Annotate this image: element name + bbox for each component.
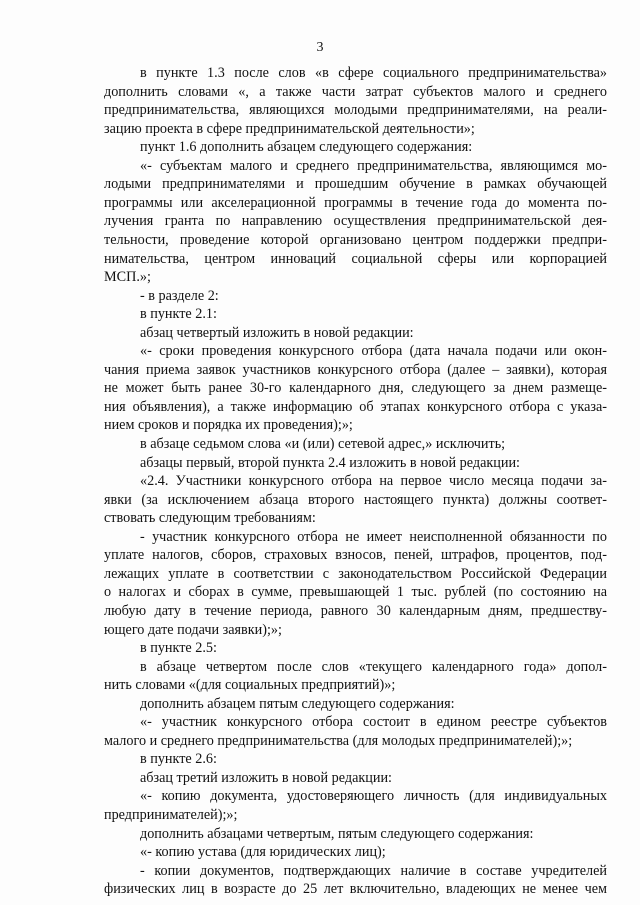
text-line: в пункте 2.1: <box>140 306 217 323</box>
text-line: в абзаце седьмом слова «и (или) сетевой адрес,» исключить; <box>140 436 506 452</box>
page-number: 3 <box>316 40 324 55</box>
text-line: «- копию устава (для юридических лиц); <box>140 844 386 861</box>
text-line: «2.4. Участники конкурсного отбора на первое число месяца подачи за- <box>140 473 607 490</box>
text-line: «- субъектам малого и среднего предпринимательства, являющимся мо- <box>140 157 607 174</box>
text-line: в пункте 2.6: <box>140 751 217 768</box>
text-line: лодыми предпринимателями и прошедшим обучение в рамках обучающей <box>104 176 607 193</box>
text-line: ющего дате подачи заявки);»; <box>104 621 282 638</box>
text-line: малого и среднего предпринимательства (для молодых предпринимателей);»; <box>104 732 573 749</box>
text-line: любую дату в течение периода, равного 30 календарным дням, предшеству- <box>104 602 607 619</box>
text-line: лучения гранта по направлению осуществления предпринимательской дея- <box>104 213 607 230</box>
text-line: - в разделе 2: <box>140 287 219 304</box>
text-line: «- сроки проведения конкурсного отбора (дата начала подачи или окон- <box>140 343 607 360</box>
text-line: в абзаце четвертом после слов «текущего календарного года» допол- <box>140 658 607 675</box>
text-line: нием сроков и порядка их проведения);»; <box>104 417 353 434</box>
text-line: предпринимателей);»; <box>104 807 238 823</box>
text-line: уплате налогов, сборов, страховых взносов, пеней, штрафов, процентов, под- <box>104 547 607 564</box>
text-line: в пункте 2.5: <box>140 640 217 657</box>
text-line: дополнить абзацем пятым следующего содержания: <box>140 695 455 712</box>
text-line: лежащих уплате в соответствии с законодательством Российской Федерации <box>104 565 607 582</box>
text-line: ствовать следующим требованиям: <box>104 510 316 527</box>
text-line: дополнить абзацами четвертым, пятым следующего содержания: <box>140 825 534 842</box>
text-line: МСП.»; <box>104 269 151 286</box>
text-line: дополнить словами «, а также части затрат субъектов малого и среднего <box>104 83 607 100</box>
text-line: явки (за исключением абзаца второго настоящего пункта) должны соответ- <box>104 491 607 508</box>
text-line: зацию проекта в сфере предпринимательской деятельности»; <box>104 120 475 137</box>
text-line: чания приема заявок участников конкурсного отбора (далее – заявки), которая <box>104 361 607 378</box>
text-line: пункт 1.6 дополнить абзацем следующего содержания: <box>140 139 473 156</box>
text-line: нимательства, центром инноваций социальной сферы или корпорацией <box>104 250 607 267</box>
text-line: физических лиц в возрасте до 25 лет включительно, владеющих не менее чем <box>104 881 607 898</box>
text-line: абзацы первый, второй пункта 2.4 изложить в новой редакции: <box>140 454 520 471</box>
text-line: нить словами «(для социальных предприятий)»; <box>104 677 396 694</box>
text-line: не может быть ранее 30-го календарного дня, следующего за днем размеще- <box>104 380 607 397</box>
text-line: программы или акселерационной программы в течение года до момента по- <box>104 194 607 211</box>
text-line: «- копию документа, удостоверяющего личность (для индивидуальных <box>140 788 607 805</box>
text-line: о налогах и сборах в сумме, превышающей 1 тыс. рублей (по состоянию на <box>104 584 607 601</box>
text-line: тельности, проведение которой организовано центром поддержки предпри- <box>104 231 607 248</box>
text-line: предпринимательства, являющихся молодыми предпринимателями, на реали- <box>104 102 607 119</box>
text-line: - копии документов, подтверждающих наличие в составе учредителей <box>140 862 607 879</box>
text-line: ния объявления), а также информацию об этапах конкурсного отбора с указа- <box>104 398 607 415</box>
text-line: абзац четвертый изложить в новой редакции: <box>140 324 414 341</box>
text-line: «- участник конкурсного отбора состоит в едином реестре субъектов <box>140 714 607 731</box>
text-line: абзац третий изложить в новой редакции: <box>140 769 392 786</box>
text-line: - участник конкурсного отбора не имеет неисполненной обязанности по <box>140 528 607 545</box>
text-line: в пункте 1.3 после слов «в сфере социального предпринимательства» <box>140 65 607 81</box>
